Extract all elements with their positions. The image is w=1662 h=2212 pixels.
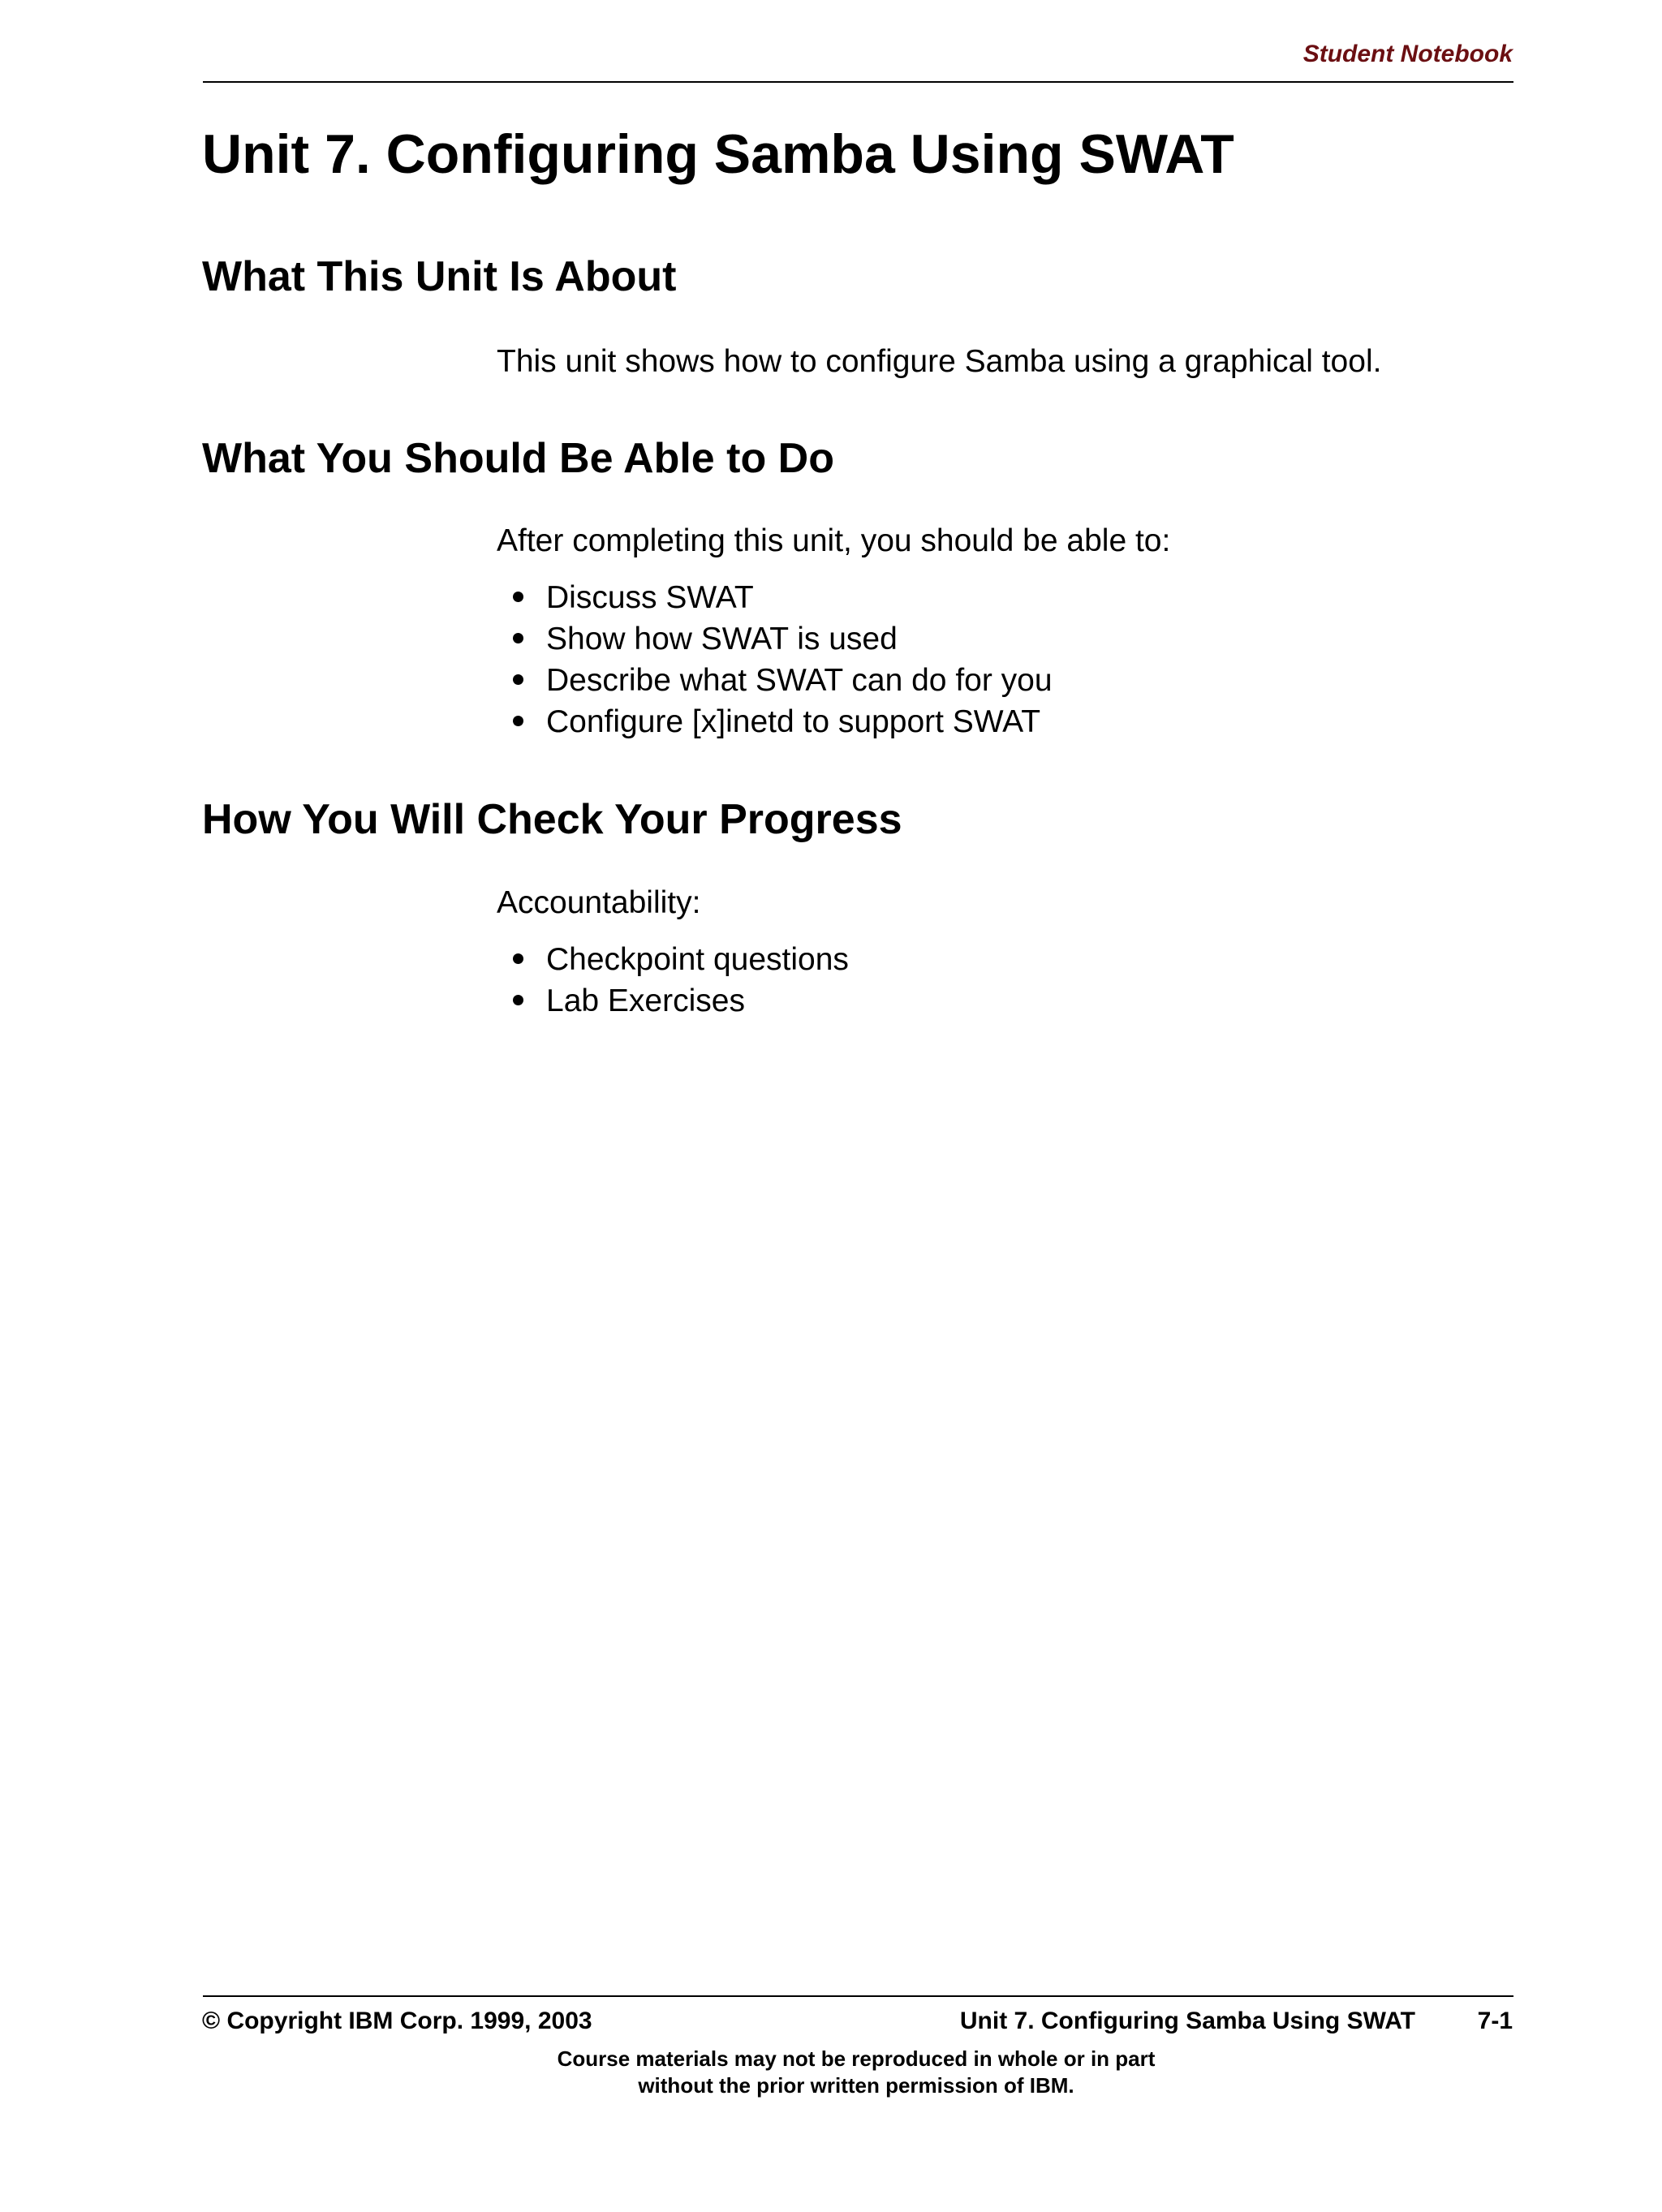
bullet-icon [513,953,523,964]
footer-unit-title: Unit 7. Configuring Samba Using SWAT [959,2008,1415,2034]
objectives-intro: After completing this unit, you should be able to: [497,523,1171,558]
bullet-icon [513,716,523,726]
footer-page-number: 7-1 [1477,2008,1513,2034]
objective-item [513,706,1053,747]
unit-title: Unit 7. Configuring Samba Using SWAT [202,123,1234,185]
objective-item [513,582,1053,623]
progress-list [513,944,849,1026]
footer-copyright: © Copyright IBM Corp. 1999, 2003 [202,2008,592,2034]
section-heading-objectives: What You Should Be Able to Do [202,435,834,482]
footer-notice-line-1: Course materials may not be reproduced in whole or in part [557,2046,1156,2071]
bullet-icon [513,674,523,685]
section-heading-about: What This Unit Is About [202,253,677,300]
objective-item-text: Discuss SWAT [546,580,754,615]
objective-item-text: Configure [x]inetd to support SWAT [546,704,1041,739]
objectives-list [513,582,1053,747]
section-heading-progress: How You Will Check Your Progress [202,796,902,843]
bullet-icon [513,633,523,643]
progress-item [513,944,849,985]
document-header-label: Student Notebook [1302,41,1513,67]
objective-item-text: Show how SWAT is used [546,622,898,656]
progress-item-text: Checkpoint questions [546,942,849,977]
bullet-icon [513,592,523,602]
bullet-icon [513,995,523,1005]
progress-item-text: Lab Exercises [546,983,745,1018]
progress-item [513,985,849,1026]
objective-item [513,623,1053,665]
footer-rule [203,1995,1513,1997]
header-rule [203,81,1513,83]
objective-item-text: Describe what SWAT can do for you [546,663,1053,698]
footer-notice-line-2: without the prior written permission of IBM. [638,2073,1074,2098]
progress-intro: Accountability: [497,885,701,920]
objective-item [513,665,1053,706]
about-text: This unit shows how to configure Samba using a graphical tool. [497,344,1382,379]
